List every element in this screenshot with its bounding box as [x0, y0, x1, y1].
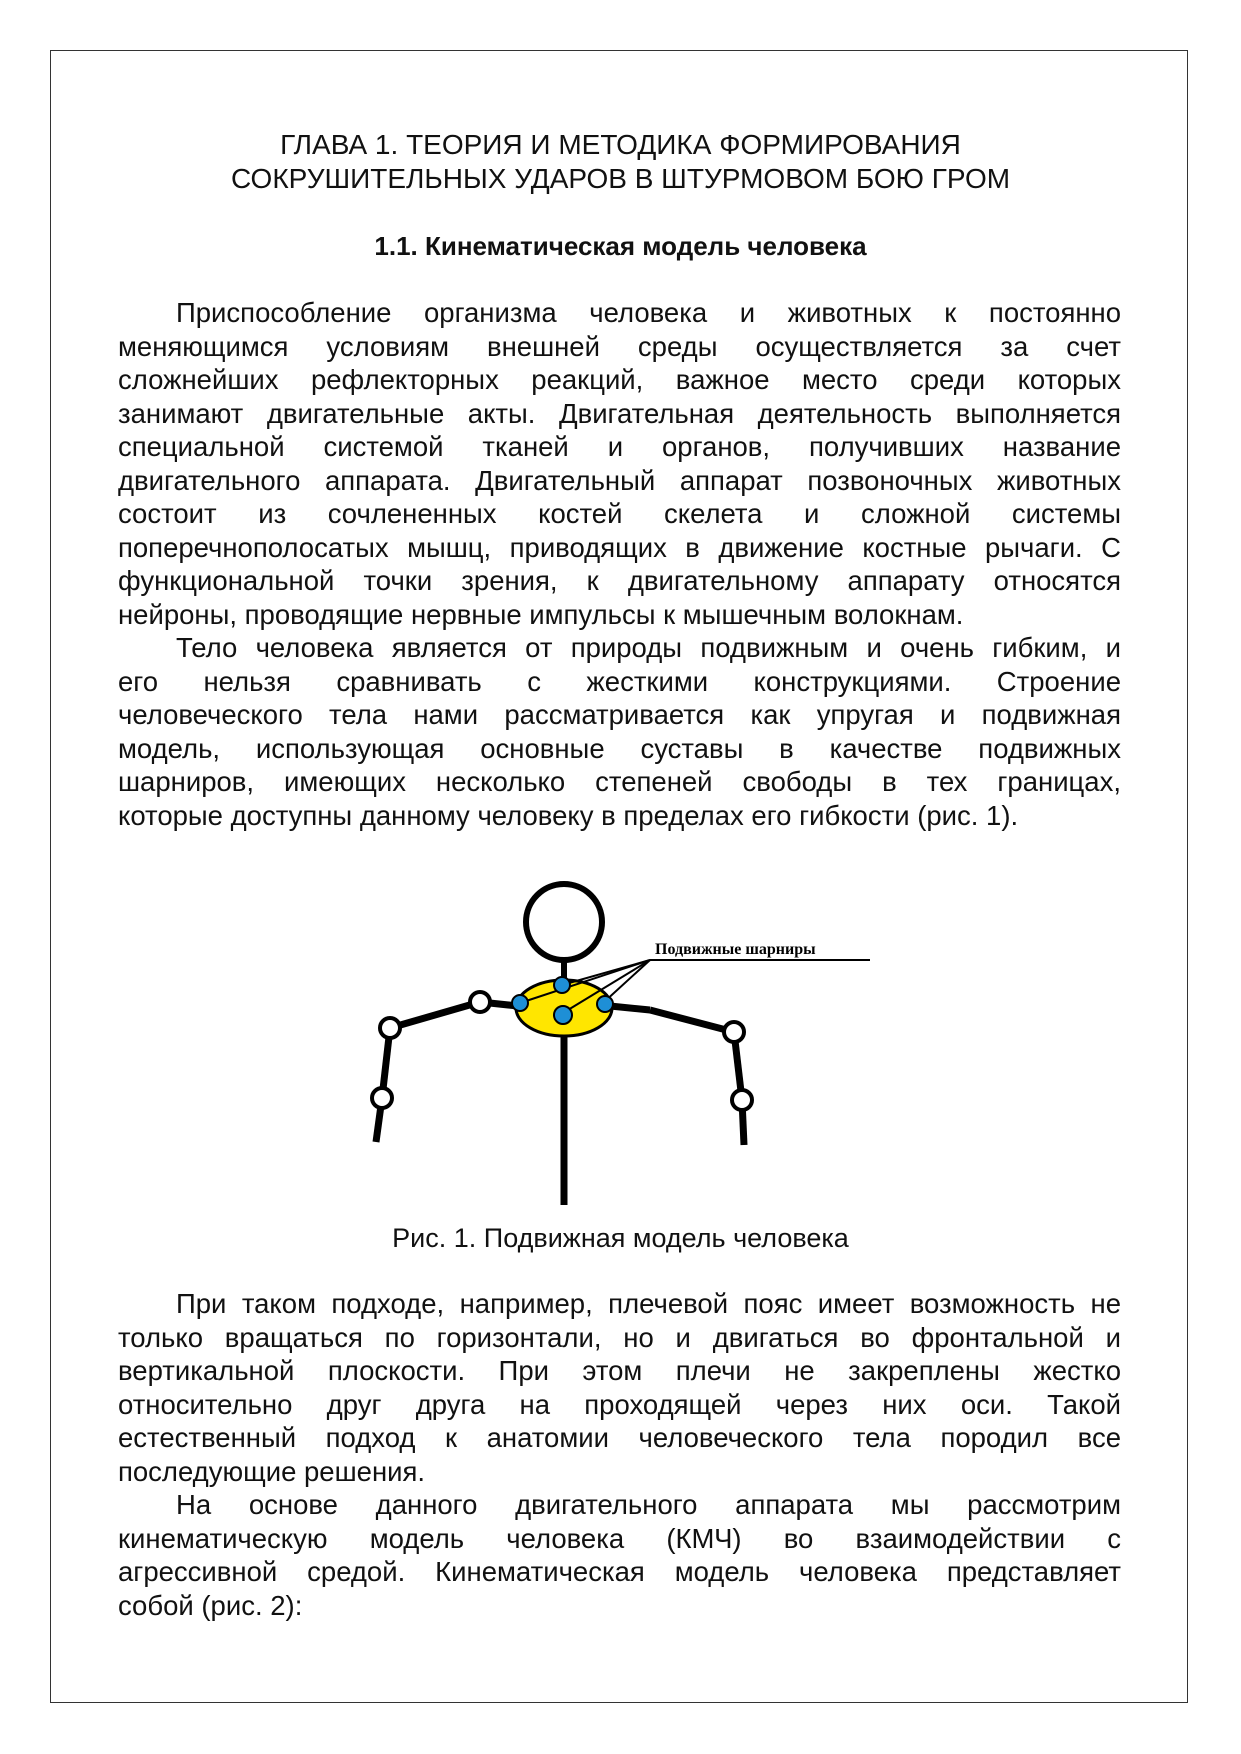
text-line: естественный подход к анатомии человеческого тела породил все — [118, 1422, 1121, 1453]
text-line: кинематическую модель человека (КМЧ) во взаимодействии с — [118, 1522, 1121, 1554]
text-line: состоит из сочлененных костей скелета и сложной системы — [118, 498, 1121, 529]
text-line: человеческого тела нами рассматривается как упругая и подвижная — [118, 699, 1121, 730]
figure-human-model — [350, 870, 910, 1210]
joint-right-shoulder — [597, 996, 613, 1012]
paragraph-4 — [118, 1488, 1121, 1622]
text-line: функциональной точки зрения, к двигательному аппарату относятся — [118, 565, 1121, 596]
head-circle — [526, 884, 602, 960]
text-line: сложнейших рефлекторных реакций, важное место среди которых — [118, 364, 1121, 395]
chapter-title-line-1: ГЛАВА 1. ТЕОРИЯ И МЕТОДИКА ФОРМИРОВАНИЯ — [280, 129, 961, 160]
text-line: относительно друг друга на проходящей через них оси. Такой — [118, 1388, 1121, 1420]
joint-right-wrist — [732, 1090, 752, 1110]
text-line: нейроны, проводящие нервные импульсы к мышечным волокнам. — [118, 598, 964, 630]
text-line: поперечнополосатых мышц, приводящих в движение костные рычаги. С — [118, 531, 1121, 563]
text-line: двигательного аппарата. Двигательный аппарат позвоночных животных — [118, 464, 1121, 496]
chapter-title-line-2: СОКРУШИТЕЛЬНЫХ УДАРОВ В ШТУРМОВОМ БОЮ ГРОМ — [230, 163, 1011, 194]
paragraph-2 — [118, 631, 1121, 832]
figure-label: Подвижные шарниры — [655, 941, 816, 958]
text-line: меняющимся условиям внешней среды осуществляется за счет — [118, 330, 1121, 362]
text-line: его нельзя сравнивать с жесткими конструкциями. Строение — [118, 665, 1121, 697]
text-line: собой (рис. 2): — [118, 1589, 303, 1621]
joint-left-clavicle — [470, 992, 490, 1012]
text-line: агрессивной средой. Кинематическая модель человека представляет — [118, 1556, 1121, 1587]
text-line: При таком подходе, например, плечевой пояс имеет возможность не — [176, 1288, 1121, 1319]
text-line: модель, использующая основные суставы в качестве подвижных — [118, 732, 1121, 764]
text-line: которые доступны данному человеку в пределах его гибкости (рис. 1). — [118, 799, 1019, 831]
text-line: Приспособление организма человека и животных к постоянно — [176, 297, 1121, 328]
paragraph-3 — [118, 1287, 1121, 1488]
right-upper-arm — [650, 1010, 734, 1032]
figure-caption: Рис. 1. Подвижная модель человека — [392, 1223, 849, 1253]
text-line: только вращаться по горизонтали, но и двигаться во фронтальной и — [118, 1321, 1121, 1353]
text-line: вертикальной плоскости. При этом плечи не закреплены жестко — [118, 1355, 1121, 1386]
stick-figure-diagram — [350, 870, 910, 1210]
text-line: шарниров, имеющих несколько степеней свободы в тех границах, — [118, 766, 1121, 797]
joint-left-shoulder — [512, 995, 528, 1011]
text-line: занимают двигательные акты. Двигательная деятельность выполняется — [118, 397, 1121, 429]
left-upper-arm — [390, 1002, 480, 1028]
text-line: последующие решения. — [118, 1455, 426, 1487]
joint-left-elbow — [380, 1018, 400, 1038]
joint-right-elbow — [724, 1022, 744, 1042]
paragraph-1 — [118, 296, 1121, 631]
text-line: специальной системой тканей и органов, получивших название — [118, 431, 1121, 462]
right-shoulder-line — [610, 1006, 650, 1010]
joint-left-wrist — [372, 1088, 392, 1108]
joint-neck — [554, 977, 570, 993]
text-line: На основе данного двигательного аппарата мы рассмотрим — [176, 1489, 1121, 1520]
chapter-title — [120, 128, 1121, 196]
text-line: Тело человека является от природы подвижным и очень гибким, и — [176, 632, 1121, 663]
joint-chest — [554, 1006, 572, 1024]
section-title: 1.1. Кинематическая модель человека — [374, 231, 867, 261]
